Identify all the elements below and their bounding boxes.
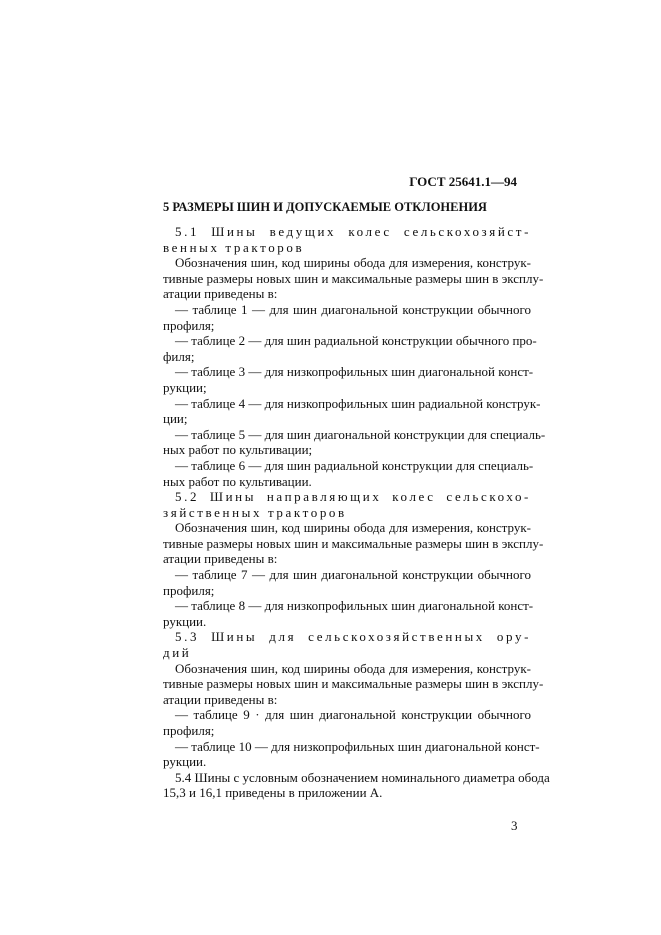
- text-line: Обозначения шин, код ширины обода для измерения, конструк-: [175, 255, 531, 271]
- text-line: профиля;: [163, 723, 215, 738]
- text-line: тивные размеры новых шин и максимальные размеры шин в эксплу-: [163, 535, 544, 551]
- text-line: — таблице 10 — для низкопрофильных шин диагональной конст-: [175, 738, 540, 754]
- text-line: — таблице 6 — для шин радиальной конструкции для специаль-: [175, 457, 534, 473]
- text-line: 5.2 Шины направляющих колес сельскохо-: [175, 489, 531, 505]
- text-line: Обозначения шин, код ширины обода для измерения, конструк-: [175, 520, 531, 536]
- text-line: — таблице 3 — для низкопрофильных шин диагональной конст-: [175, 364, 534, 380]
- text-line: тивные размеры новых шин и максимальные размеры шин в эксплу-: [163, 270, 544, 286]
- text-line: 5.4 Шины с условным обозначением номинального диаметра обода: [175, 769, 550, 785]
- text-line: филя;: [163, 348, 195, 364]
- text-line: тивные размеры новых шин и максимальные размеры шин в эксплу-: [163, 676, 544, 692]
- text-line: ции;: [163, 411, 188, 427]
- text-line: ных работ по культивации;: [163, 442, 313, 458]
- text-line: 5.1 Шины ведущих колес сельскохозяйст-: [175, 224, 531, 239]
- standard-code-header: ГОСТ 25641.1—94: [409, 174, 517, 189]
- section-title: 5 РАЗМЕРЫ ШИН И ДОПУСКАЕМЫЕ ОТКЛОНЕНИЯ: [163, 200, 487, 214]
- text-line: зяйственных тракторов: [163, 504, 347, 520]
- text-line: — таблице 9 · для шин диагональной конструкции обычного: [175, 707, 531, 723]
- text-line: 15,3 и 16,1 приведены в приложении А.: [163, 785, 383, 801]
- text-line: профиля;: [163, 317, 215, 333]
- text-line: рукции.: [163, 754, 207, 770]
- text-line: — таблице 2 — для шин радиальной конструкции обычного про-: [175, 333, 537, 349]
- text-line: — таблице 4 — для низкопрофильных шин радиальной конструк-: [175, 395, 541, 411]
- body-text: [163, 224, 550, 801]
- text-line: атации приведены в:: [163, 286, 278, 302]
- text-line: атации приведены в:: [163, 691, 278, 707]
- text-line: 5.3 Шины для сельскохозяйственных ору-: [175, 629, 531, 645]
- text-line: — таблице 8 — для низкопрофильных шин диагональной конст-: [175, 598, 534, 614]
- text-line: дий: [163, 645, 192, 661]
- text-line: венных тракторов: [163, 239, 305, 255]
- text-line: — таблице 5 — для шин диагональной конструкции для специаль-: [175, 426, 546, 442]
- text-line: рукции.: [163, 613, 207, 629]
- text-line: ных работ по культивации.: [163, 473, 312, 489]
- page-number: 3: [511, 818, 518, 833]
- text-line: — таблице 7 — для шин диагональной конструкции обычного: [175, 567, 531, 583]
- text-line: атации приведены в:: [163, 551, 278, 567]
- text-line: — таблице 1 — для шин диагональной конструкции обычного: [175, 301, 531, 317]
- text-line: рукции;: [163, 379, 207, 395]
- text-line: Обозначения шин, код ширины обода для измерения, конструк-: [175, 660, 531, 676]
- text-line: профиля;: [163, 582, 215, 598]
